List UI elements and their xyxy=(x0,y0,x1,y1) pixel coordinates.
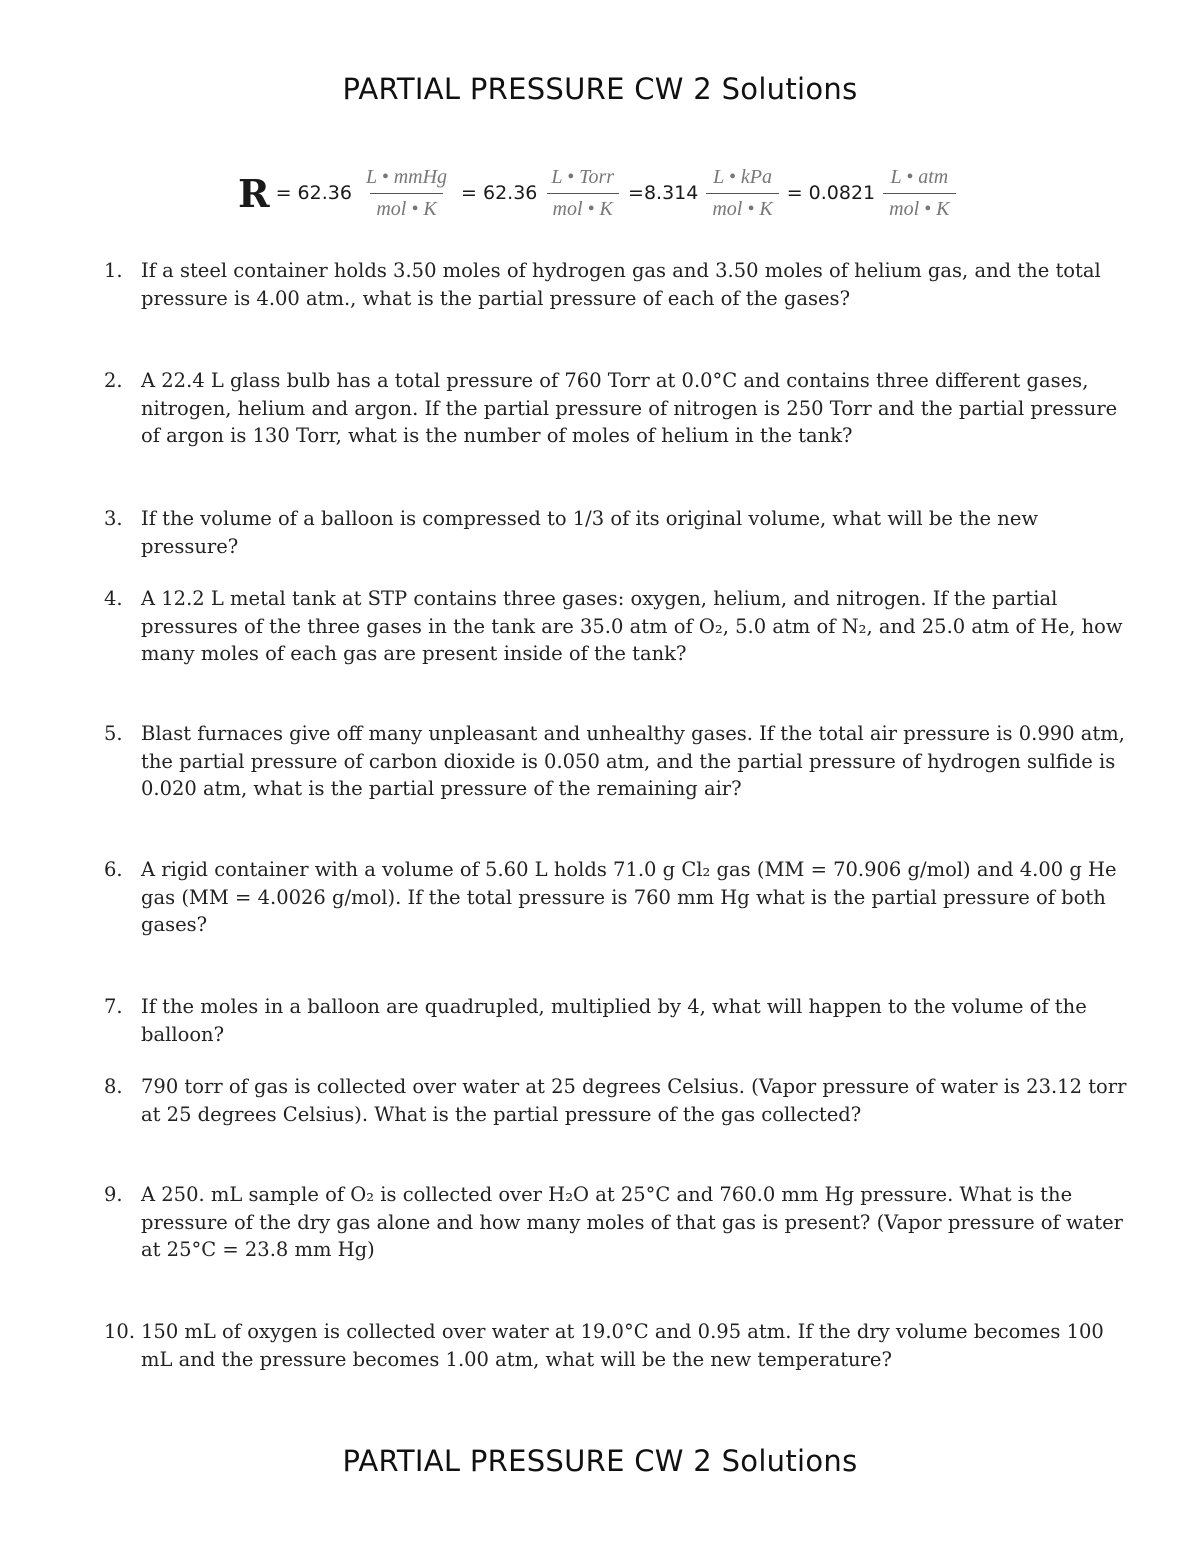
question-number: 9. xyxy=(104,1183,123,1206)
question-number: 6. xyxy=(104,858,123,881)
gas-constant-value-2: = 62.36 xyxy=(461,182,538,204)
question-item xyxy=(104,720,1134,803)
unit-fraction-mmhg xyxy=(360,166,453,221)
question-text: A 250. mL sample of O₂ is collected over H₂O at 25°C and 760.0 mm Hg pressure. What is the pressure of the dry gas alone and how many moles of that gas is present? (Vapor pressure of water at 25°C = 23.8 mm Hg) xyxy=(141,1183,1123,1261)
fraction-numerator: L • Torr xyxy=(551,165,615,188)
question-text: A rigid container with a volume of 5.60 L holds 71.0 g Cl₂ gas (MM = 70.906 g/mol) and 4.00 g He gas (MM = 4.0026 g/mol). If the total pressure is 760 mm Hg what is the partial pressure of both gases? xyxy=(141,858,1117,936)
question-text: If the volume of a balloon is compressed to 1/3 of its original volume, what will be the new pressure? xyxy=(141,507,1039,558)
gas-constant-value-3: =8.314 xyxy=(628,182,699,204)
question-item xyxy=(104,1181,1134,1264)
question-item xyxy=(104,856,1134,939)
fraction-numerator: L • atm xyxy=(890,165,949,188)
question-number: 8. xyxy=(104,1075,123,1098)
unit-fraction-kpa xyxy=(706,166,778,221)
question-text: 790 torr of gas is collected over water at 25 degrees Celsius. (Vapor pressure of water is 23.12 torr at 25 degrees Celsius). What is the partial pressure of the gas collected? xyxy=(141,1075,1127,1126)
question-item xyxy=(104,257,1134,312)
fraction-denominator: mol • K xyxy=(883,193,955,221)
fraction-denominator: mol • K xyxy=(547,193,619,221)
question-text: If the moles in a balloon are quadrupled, multiplied by 4, what will happen to the volume of the balloon? xyxy=(141,995,1087,1046)
footer-title: PARTIAL PRESSURE CW 2 Solutions xyxy=(342,1444,858,1478)
question-text: A 22.4 L glass bulb has a total pressure of 760 Torr at 0.0°C and contains three different gases, nitrogen, helium and argon. If the partial pressure of nitrogen is 250 Torr and the partial pressure of argon is 130 Torr, what is the number of moles of helium in the tank? xyxy=(141,369,1118,447)
question-item xyxy=(104,993,1134,1048)
unit-fraction-torr xyxy=(545,166,620,221)
question-text: Blast furnaces give off many unpleasant and unhealthy gases. If the total air pressure is 0.990 atm, the partial pressure of carbon dioxide is 0.050 atm, and the partial pressure of hydrogen sulfide is 0.020 atm, what is the partial pressure of the remaining air? xyxy=(141,722,1125,800)
question-item xyxy=(104,1073,1134,1128)
gas-constant-equation xyxy=(238,158,960,228)
question-item xyxy=(104,1318,1134,1373)
question-number: 3. xyxy=(104,507,123,530)
question-number: 7. xyxy=(104,995,123,1018)
question-number: 4. xyxy=(104,587,123,610)
gas-constant-symbol: R xyxy=(238,170,270,216)
fraction-numerator: L • kPa xyxy=(713,165,772,188)
question-number: 10. xyxy=(104,1320,136,1343)
question-number: 5. xyxy=(104,722,123,745)
gas-constant-value-4: = 0.0821 xyxy=(786,182,876,204)
question-text: 150 mL of oxygen is collected over water at 19.0°C and 0.95 atm. If the dry volume becomes 100 mL and the pressure becomes 1.00 atm, what will be the new temperature? xyxy=(141,1320,1104,1371)
question-number: 2. xyxy=(104,369,123,392)
fraction-numerator: L • mmHg xyxy=(365,165,448,188)
question-item xyxy=(104,367,1134,450)
unit-fraction-atm xyxy=(883,166,955,221)
gas-constant-value-1: = 62.36 xyxy=(275,182,352,204)
fraction-denominator: mol • K xyxy=(370,193,442,221)
question-item xyxy=(104,585,1134,668)
question-text: A 12.2 L metal tank at STP contains three gases: oxygen, helium, and nitrogen. If the partial pressures of the three gases in the tank are 35.0 atm of O₂, 5.0 atm of N₂, and 25.0 atm of He, how many moles of each gas are present inside of the tank? xyxy=(141,587,1123,665)
question-item xyxy=(104,505,1134,560)
fraction-denominator: mol • K xyxy=(706,193,778,221)
question-number: 1. xyxy=(104,259,123,282)
page-title: PARTIAL PRESSURE CW 2 Solutions xyxy=(342,72,858,106)
question-text: If a steel container holds 3.50 moles of hydrogen gas and 3.50 moles of helium gas, and the total pressure is 4.00 atm., what is the partial pressure of each of the gases? xyxy=(141,259,1101,310)
